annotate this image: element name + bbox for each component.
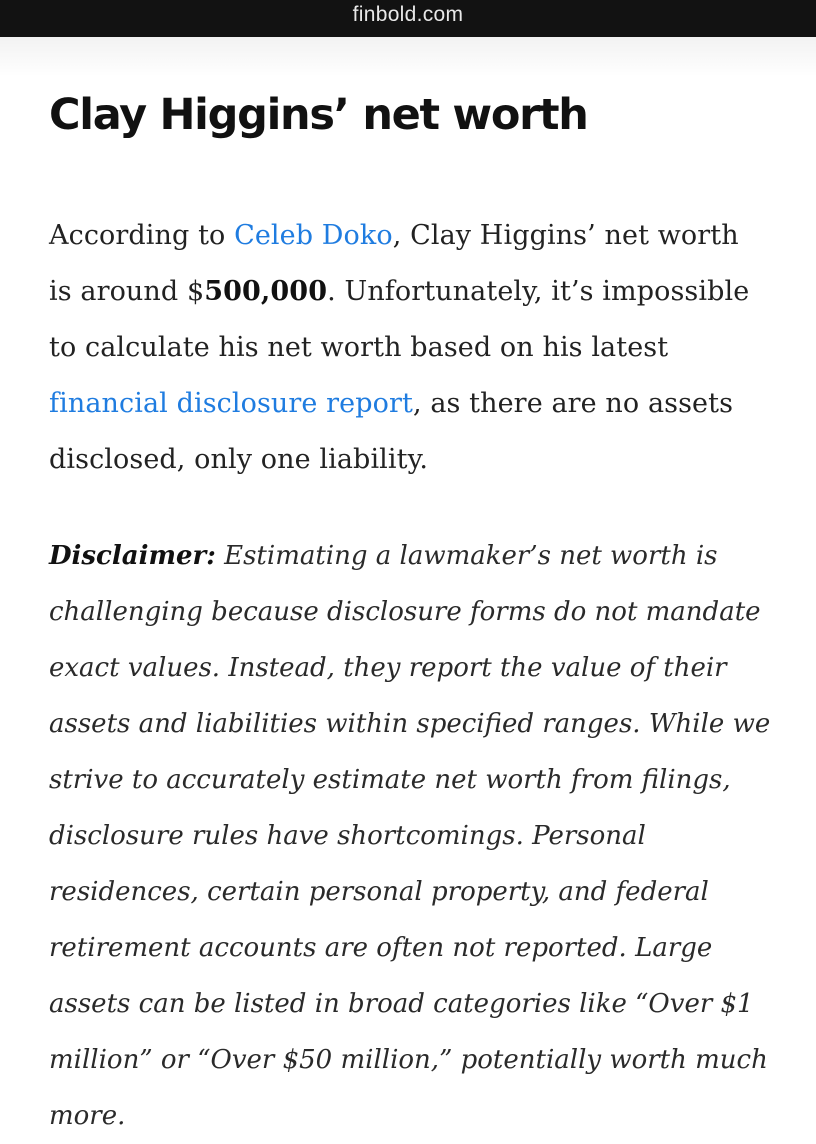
header-shadow [0,37,816,77]
paragraph-text-3: . Unfortunately, it’s impossible to calculate his net worth based on his latest [49,276,750,363]
net-worth-amount: 500,000 [204,276,328,307]
paragraph-text-1: According to [49,220,235,251]
net-worth-paragraph [49,208,769,488]
disclaimer-paragraph [49,528,789,1144]
disclaimer-label: Disclaimer: [49,541,216,571]
paragraph-text-2: , Clay Higgins’ net worth is around $ [49,220,739,307]
paragraph-text-4: , as there are no assets disclosed, only one liability. [49,388,734,475]
celeb-doko-link[interactable]: Celeb Doko [234,220,393,251]
financial-disclosure-link[interactable]: financial disclosure report [49,388,413,419]
browser-address-bar[interactable] [0,0,816,37]
disclaimer-text: Estimating a lawmaker’s net worth is challenging because disclosure forms do not mandate exact values. Instead, they report the value of their assets and liabilities within specified ranges. While we strive to accurately estimate net worth from filings, disclosure rules have shortcomings. Personal residences, certain personal property, and federal retirement accounts are often not reported. Large assets can be listed in broad categories like “Over $1 million” or “Over $50 million,” potentially worth much more. [49,541,771,1131]
section-heading: Clay Higgins’ net worth [49,90,588,140]
article-section [49,80,789,1144]
domain-label: finbold.com [352,3,464,26]
